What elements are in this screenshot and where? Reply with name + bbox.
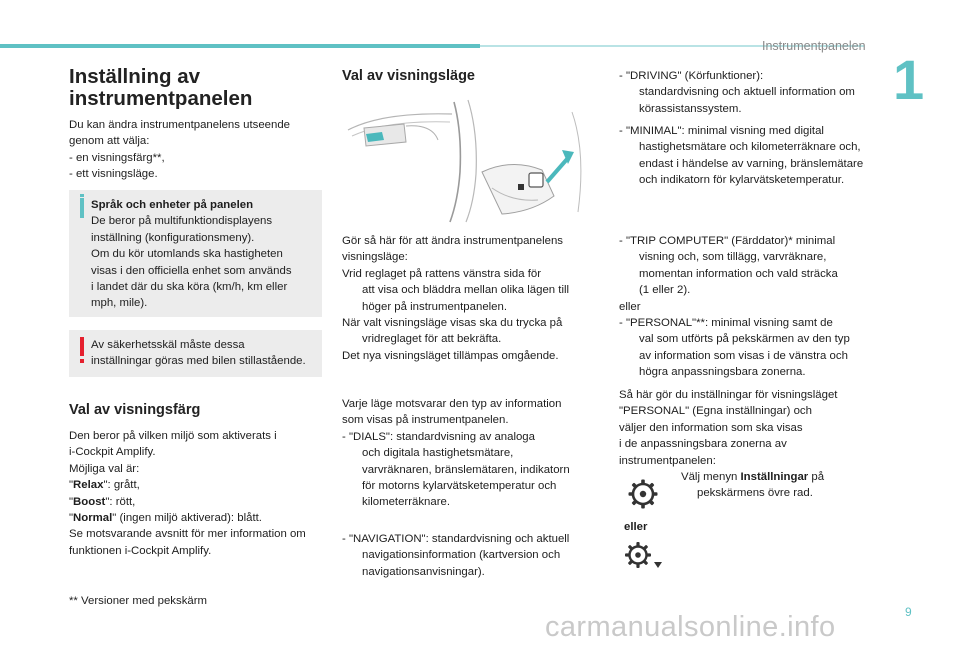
menu-step-line: Välj menyn Inställningar på xyxy=(681,471,825,483)
steering-wheel-illustration xyxy=(342,92,600,224)
intro-line: - en visningsfärg**, xyxy=(69,151,165,164)
page-title-text: Inställning av instrumentpanelen xyxy=(69,65,253,110)
intro-text xyxy=(69,117,329,183)
info-box-content xyxy=(91,197,321,312)
icon-or-text: eller xyxy=(624,521,648,533)
info-box-line: Om du kör utomlands ska hastigheten xyxy=(91,248,283,261)
page-number: 9 xyxy=(905,605,912,619)
personal-intro-line: Så här gör du inställningar för visningsläget xyxy=(619,389,838,401)
menu-step-line: pekskärmens övre rad. xyxy=(697,487,813,500)
color-outro-line: funktionen i-Cockpit Amplify. xyxy=(69,544,212,557)
modes-intro-line: Varje läge motsvarar den typ av information xyxy=(342,398,562,410)
section-color-title xyxy=(69,402,319,419)
mode-navigation: - "NAVIGATION": standardvisning och aktuell navigationsinformation (kartversion och navigationsanvisningar). xyxy=(342,533,570,578)
color-option-relax: "Relax": grått, xyxy=(69,479,140,492)
info-box-line: De beror på multifunktiondisplayens xyxy=(91,215,273,228)
mode-trip-personal xyxy=(619,233,881,381)
mode-personal: - "PERSONAL"**: minimal visning samt de val som utförts på pekskärmen av den typ av information som visas i de vänstra och högra anpassningsbara zonerna. xyxy=(619,317,850,379)
section-mode-title xyxy=(342,68,592,85)
steps-outro: Det nya visningsläget tillämpas omgående. xyxy=(342,349,559,362)
color-option-boost: "Boost": rött, xyxy=(69,495,136,508)
steps-intro-line: visningsläge: xyxy=(342,251,408,264)
mode-driving: - "DRIVING" (Körfunktioner): standardvisning och aktuell information om körassistanssystem. xyxy=(619,70,855,115)
modes-intro-line: som visas på instrumentpanelen. xyxy=(342,414,509,427)
steps-intro-line: Gör så här för att ändra instrumentpanelens xyxy=(342,235,563,247)
info-box-line: mph, mile). xyxy=(91,297,148,310)
color-option-normal: "Normal" (ingen miljö aktiverad): blått. xyxy=(69,512,262,525)
info-box-line: inställning (konfigurationsmeny). xyxy=(91,231,255,244)
step-item: Vrid reglaget på rattens vänstra sida för att visa och bläddra mellan olika lägen till höger på instrumentpanelen. xyxy=(342,267,570,313)
menu-step xyxy=(681,469,881,502)
info-box-title: Språk och enheter på panelen xyxy=(91,199,254,211)
mode-minimal: - "MINIMAL": minimal visning med digital hastighetsmätare och kilometerräknare och, endast i händelse av varning, bränslemätare och indikatorn för kylarvätsketemperatur. xyxy=(619,125,864,187)
warning-icon-dot xyxy=(80,359,84,363)
warning-icon xyxy=(80,337,84,356)
steps-text xyxy=(342,233,604,364)
settings-gear-dropdown-icon xyxy=(624,540,664,572)
warning-line: inställningar göras med bilen stillastående. xyxy=(91,355,306,368)
footer-watermark: carmanualsonline.info xyxy=(545,611,836,643)
header-title: Instrumentpanelen xyxy=(762,39,866,53)
info-icon xyxy=(80,198,84,218)
intro-line: genom att välja: xyxy=(69,135,150,148)
personal-intro-line: "PERSONAL" (Egna inställningar) och xyxy=(619,405,812,418)
personal-intro xyxy=(619,387,881,469)
color-outro-line: Se motsvarande avsnitt för mer information om xyxy=(69,528,306,541)
color-text xyxy=(69,428,331,559)
info-box-line: i landet där du ska köra (km/h, km eller xyxy=(91,281,288,294)
modes-text xyxy=(342,396,604,511)
section-mode-title-text: Val av visningsläge xyxy=(342,68,475,84)
footnote: ** Versioner med pekskärm xyxy=(69,595,208,607)
personal-intro-line: instrumentpanelen: xyxy=(619,454,716,467)
settings-gear-icon xyxy=(627,478,659,510)
warning-line: Av säkerhetsskäl måste dessa xyxy=(91,339,245,351)
color-intro-line: i-Cockpit Amplify. xyxy=(69,446,156,459)
info-box-line: visas i den officiella enhet som används xyxy=(91,264,292,277)
warning-box-content xyxy=(91,337,323,370)
mode-dials: - "DIALS": standardvisning av analoga och digitala hastighetsmätare, varvräknaren, bränslemätaren, indikatorn för motorns kylarvätsketemperatur och kilometerräknare. xyxy=(342,430,570,509)
mode-trip: - "TRIP COMPUTER" (Färddator)* minimal visning och, som tillägg, varvräknare, momentan information och vald sträcka (1 eller 2). xyxy=(619,235,838,297)
chapter-number: 1 xyxy=(893,48,925,111)
header-bar xyxy=(0,44,480,48)
intro-line: Du kan ändra instrumentpanelens utseende xyxy=(69,119,290,131)
personal-intro-line: i de anpassningsbara zonerna av xyxy=(619,438,787,451)
page-title xyxy=(69,66,319,110)
step-item: När valt visningsläge visas ska du trycka på vridreglaget för att bekräfta. xyxy=(342,317,563,346)
info-icon-dot xyxy=(80,194,84,197)
color-intro-line: Den beror på vilken miljö som aktiverats i xyxy=(69,430,277,442)
intro-line: - ett visningsläge. xyxy=(69,168,158,181)
color-intro-line: Möjliga val är: xyxy=(69,462,140,475)
or-text: eller xyxy=(619,300,641,313)
personal-intro-line: väljer den information som ska visas xyxy=(619,421,803,434)
section-color-title-text: Val av visningsfärg xyxy=(69,402,201,418)
